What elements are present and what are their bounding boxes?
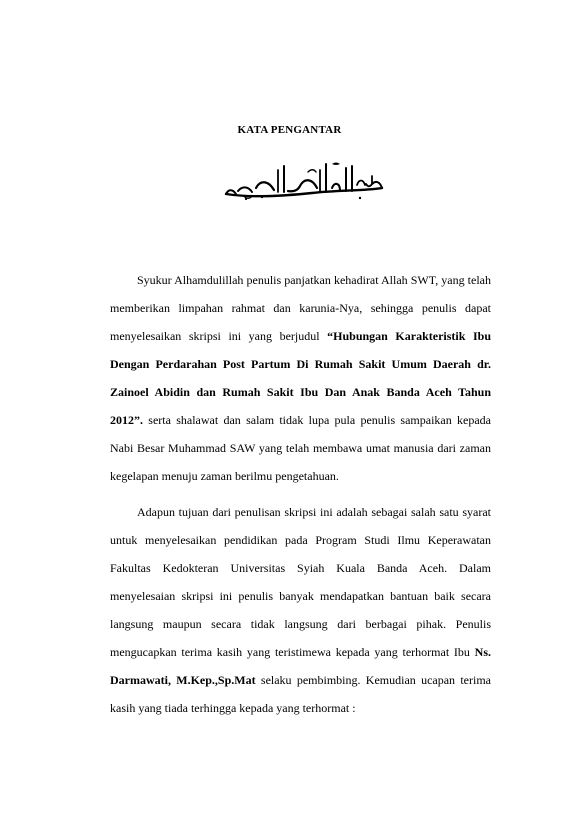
body-text	[110, 266, 491, 722]
paragraph-2-text-end: selaku pembimbing. Kemudian ucapan terima kasih yang tiada terhingga kepada yang terhormat :	[110, 673, 491, 715]
paragraph-1-text-start: Syukur Alhamdulillah penulis panjatkan kehadirat Allah SWT, yang telah memberikan limpahan rahmat dan karunia-Nya, sehingga penulis dapat menyelesaikan skripsi ini yang berjudul	[110, 273, 491, 343]
paragraph-2-text-start: Adapun tujuan dari penulisan skripsi ini adalah sebagai salah satu syarat untuk menyelesaikan pendidikan pada Program Studi Ilmu Keperawatan Fakultas Kedokteran Universitas Syiah Kuala Banda Aceh. Dalam menyelesaian skripsi ini penulis banyak mendapatkan bantuan baik secara langsung maupun secara tidak langsung dari berbagai pihak. Penulis mengucapkan terima kasih yang teristimewa kepada yang terhormat Ibu	[110, 505, 491, 659]
page-title: KATA PENGANTAR	[237, 124, 342, 136]
paragraph-1-text-end: serta shalawat dan salam tidak lupa pula penulis sampaikan kepada Nabi Besar Muhammad SAW yang telah membawa umat manusia dari zaman kegelapan menuju zaman berilmu pengetahuan.	[110, 413, 491, 483]
supervisor-name: Ns. Darmawati, M.Kep.,Sp.Mat	[110, 645, 491, 687]
paragraph-2	[110, 498, 491, 722]
paragraph-1	[110, 266, 491, 490]
basmalah-calligraphy	[222, 158, 386, 202]
thesis-title: “Hubungan Karakteristik Ibu Dengan Perdarahan Post Partum Di Rumah Sakit Umum Daerah dr. Zainoel Abidin dan Rumah Sakit Ibu Dan Anak Banda Aceh Tahun 2012”.	[110, 329, 491, 427]
